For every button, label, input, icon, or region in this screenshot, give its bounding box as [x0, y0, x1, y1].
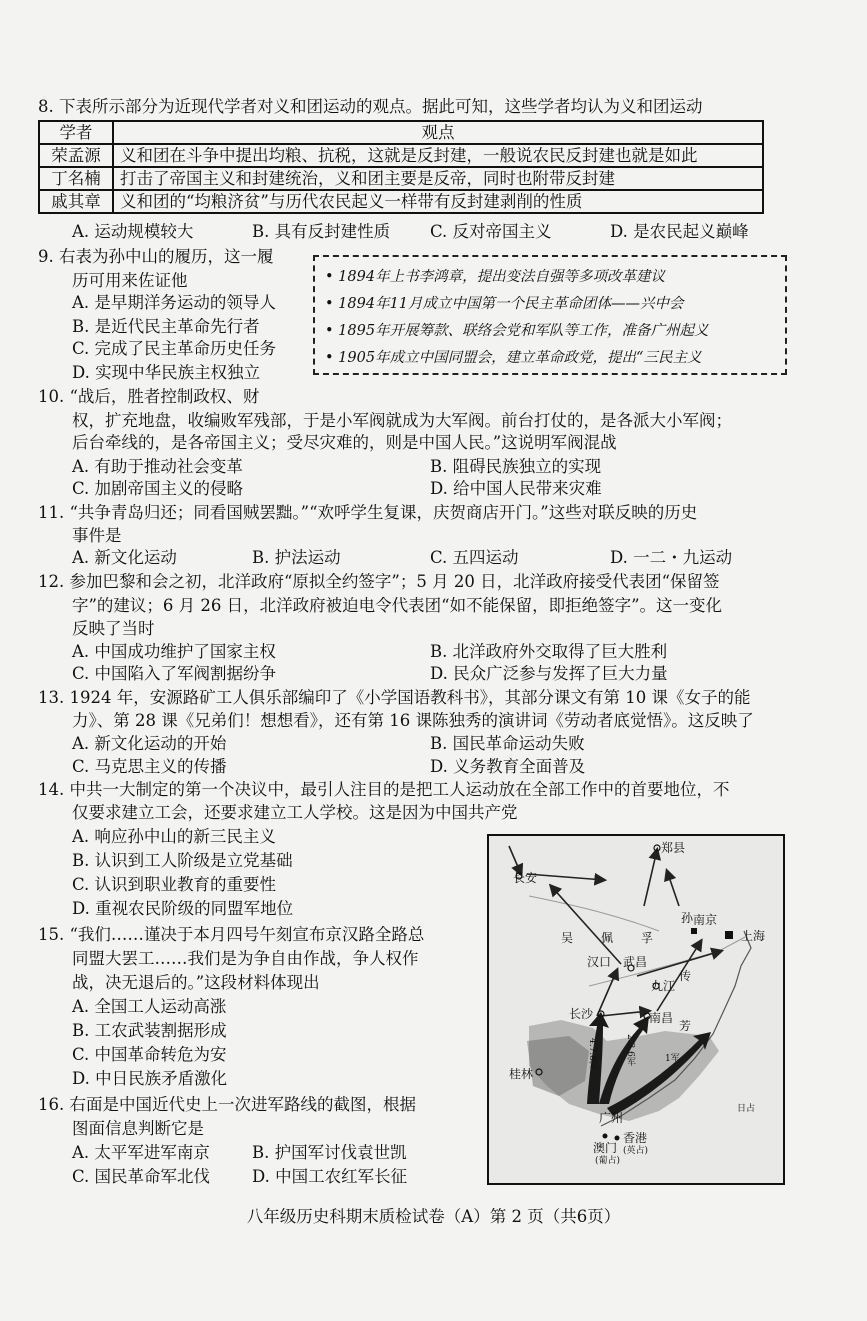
q15-stem-line: 战，决无退后的。”这段材料体现出	[72, 973, 320, 992]
q16-option-d: D. 中国工农红军长征	[252, 1167, 408, 1186]
q12-stem-line: 字”的建议；6 月 26 日，北洋政府被迫电令代表团“如不能保留，即拒绝签字”。这一变化	[72, 596, 723, 615]
resume-box	[313, 255, 787, 375]
q14-option-d: D. 重视农民阶级的同盟军地位	[72, 899, 294, 918]
map-label-arrow3: 1军	[665, 1054, 680, 1064]
q8-option-b: B. 具有反封建性质	[252, 222, 391, 241]
table-cell: 义和团的“均粮济贫”与历代农民起义一样带有反封建剥削的性质	[113, 190, 763, 213]
resume-item: • 1895年开展筹款、联络会党和军队等工作，准备广州起义	[325, 323, 709, 339]
q9-option-c: C. 完成了民主革命历史任务	[72, 339, 277, 358]
q11-option-c: C. 五四运动	[430, 548, 519, 567]
q16-stem-line: 图面信息判断它是	[72, 1119, 204, 1138]
table-header-cell: 观点	[113, 121, 763, 144]
q9-option-b: B. 是近代民主革命先行者	[72, 317, 260, 336]
map-label-guilin: 桂林	[509, 1067, 534, 1081]
q13-option-b: B. 国民革命运动失败	[430, 734, 585, 753]
map-label-fang: 芳	[679, 1019, 692, 1033]
q16-stem-line: 16. 右面是中国近代史上一次进军路线的截图，根据	[38, 1095, 416, 1114]
q11-option-b: B. 护法运动	[252, 548, 341, 567]
q15-option-c: C. 中国革命转危为安	[72, 1045, 227, 1064]
q11-stem-line: 事件是	[72, 526, 122, 545]
q11-option-d: D. 一二・九运动	[610, 548, 733, 567]
map-label-changan: 长安	[513, 871, 538, 885]
city-marker	[615, 1136, 620, 1141]
map-label-xianggang-note: (英占)	[623, 1146, 649, 1156]
map-label-fu: 孚	[641, 931, 654, 945]
table-header-cell: 学者	[39, 121, 113, 144]
map-route	[597, 970, 617, 1016]
q8-option-a: A. 运动规模较大	[72, 222, 194, 241]
q13-stem-line: 13. 1924 年，安源路矿工人俱乐部编印了《小学国语教科书》，其部分课文有第 10 课《女子的能	[38, 688, 751, 707]
q8-option-c: C. 反对帝国主义	[430, 222, 552, 241]
q12-stem-line: 反映了当时	[72, 619, 155, 638]
q10-stem-line: 权，扩充地盘，收编败军残部，于是小军阀就成为大军阀。前台打仗的，是各派大小军阀；	[72, 411, 732, 430]
map-label-xianggang: 香港	[623, 1131, 648, 1145]
northern-expedition-map	[487, 834, 785, 1185]
q10-option-a: A. 有助于推动社会变革	[72, 457, 243, 476]
q9-stem-line: 历可用来佐证他	[72, 271, 188, 290]
q13-stem-line: 力》、第 28 课《兄弟们！想想看》，还有第 16 课陈独秀的演讲词《劳动者底觉悟》。这反映了	[72, 711, 754, 730]
q16-option-c: C. 国民革命军北伐	[72, 1167, 211, 1186]
table-cell: 丁名楠	[39, 167, 113, 190]
q15-option-a: A. 全国工人运动高涨	[72, 997, 227, 1016]
q16-option-b: B. 护国军讨伐袁世凯	[252, 1143, 407, 1162]
q10-stem-line: 后台牵线的，是各帝国主义；受尽灾难的，则是中国人民。”这说明军阀混战	[72, 433, 617, 452]
q15-stem-line: 同盟大罢工……我们是为争自由作战，争人权作	[72, 949, 419, 968]
map-river	[529, 896, 659, 931]
map-label-arrow1: 4.7.8军	[587, 1038, 597, 1070]
q12-option-a: A. 中国成功维护了国家主权	[72, 642, 276, 661]
q10-option-c: C. 加剧帝国主义的侵略	[72, 479, 244, 498]
q11-option-a: A. 新文化运动	[72, 548, 177, 567]
q13-option-a: A. 新文化运动的开始	[72, 734, 227, 753]
q10-stem-line: 10. “战后，胜者控制政权、财	[38, 387, 260, 406]
table-cell: 戚其章	[39, 190, 113, 213]
q15-option-b: B. 工农武装割据形成	[72, 1021, 227, 1040]
map-label-ri: 日占	[737, 1104, 756, 1114]
map-route	[601, 1011, 649, 1016]
resume-item: • 1894年上书李鸿章，提出变法自强等多项改革建议	[325, 269, 666, 285]
map-label-guangzhou: 广州	[599, 1111, 624, 1125]
q14-stem-line: 14. 中共一大制定的第一个决议中，最引人注目的是把工人运动放在全部工作中的首要地位，不	[38, 780, 730, 799]
q11-stem-line: 11. “共争青岛归还；同看国贼罢黜。”“欢呼学生复课，庆贺商店开门。”这些对联反映的历史	[38, 503, 698, 522]
q8-stem: 8. 下表所示部分为近现代学者对义和团运动的观点。据此可知，这些学者均认为义和团运动	[38, 97, 703, 116]
page-footer: 八年级历史科期末质检试卷（A）第 2 页（共6页）	[246, 1207, 621, 1226]
map-label-chuan: 传	[679, 969, 692, 983]
table-row	[39, 144, 763, 167]
table-row	[39, 167, 763, 190]
resume-item: • 1905年成立中国同盟会，建立革命政党，提出“三民主义	[325, 350, 702, 366]
q9-option-a: A. 是早期洋务运动的领导人	[72, 293, 276, 312]
table-row	[39, 190, 763, 213]
map-label-wu: 吴	[561, 931, 574, 945]
q15-stem-line: 15. “我们……谨决于本月四号午刻宣布京汉路全路总	[38, 925, 425, 944]
map-label-changsha: 长沙	[569, 1007, 594, 1021]
city-marker	[603, 1134, 608, 1139]
table-cell: 荣孟源	[39, 144, 113, 167]
map-label-wuchang: 武昌	[623, 955, 648, 969]
map-route	[527, 874, 604, 880]
q14-stem-line: 仅要求建立工会，还要求建立工人学校。这是因为中国共产党	[72, 803, 518, 822]
map-label-aomen-note: (葡占)	[595, 1156, 621, 1166]
q13-option-c: C. 马克思主义的传播	[72, 757, 227, 776]
q8-table	[38, 120, 764, 214]
q8-option-d: D. 是农民起义巅峰	[610, 222, 749, 241]
map-label-shanghai: 上海	[741, 929, 766, 943]
q14-option-c: C. 认识到职业教育的重要性	[72, 875, 277, 894]
map-label-arrow2: 2.3.6军	[625, 1034, 635, 1066]
map-route	[551, 886, 621, 964]
q12-option-c: C. 中国陷入了军阀割据纷争	[72, 664, 277, 683]
q16-option-a: A. 太平军进军南京	[72, 1143, 210, 1162]
q12-option-b: B. 北洋政府外交取得了巨大胜利	[430, 642, 668, 661]
city-marker	[691, 928, 697, 934]
table-cell: 义和团在斗争中提出均粮、抗税，这就是反封建，一般说农民反封建也就是如此	[113, 144, 763, 167]
map-label-sun: 孙	[681, 911, 694, 925]
map-route	[644, 850, 657, 906]
map-label-zhengxian: 郑县	[661, 841, 686, 855]
map-label-aomen: 澳门	[593, 1141, 618, 1155]
table-header-row	[39, 121, 763, 144]
q9-option-d: D. 实现中华民族主权独立	[72, 363, 261, 382]
map-label-nanjing: 南京	[693, 913, 718, 927]
q10-option-b: B. 阻碍民族独立的实现	[430, 457, 602, 476]
map-label-nanchang: 南昌	[649, 1011, 674, 1025]
table-cell: 打击了帝国主义和封建统治，义和团主要是反帝，同时也附带反封建	[113, 167, 763, 190]
map-label-hankou: 汉口	[587, 955, 612, 969]
map-route	[509, 846, 521, 874]
q13-option-d: D. 义务教育全面普及	[430, 757, 586, 776]
q9-stem-line: 9. 右表为孙中山的履历，这一履	[38, 247, 274, 266]
q15-option-d: D. 中日民族矛盾激化	[72, 1069, 228, 1088]
map-route	[667, 871, 679, 906]
q12-option-d: D. 民众广泛参与发挥了巨大力量	[430, 664, 668, 683]
map-label-jiujiang: 九江	[651, 979, 676, 993]
q14-option-b: B. 认识到工人阶级是立党基础	[72, 851, 293, 870]
q14-option-a: A. 响应孙中山的新三民主义	[72, 827, 276, 846]
resume-item: • 1894年11月成立中国第一个民主革命团体——兴中会	[325, 296, 684, 312]
map-label-pei: 佩	[601, 931, 614, 945]
q10-option-d: D. 给中国人民带来灾难	[430, 479, 602, 498]
q12-stem-line: 12. 参加巴黎和会之初，北洋政府“原拟全约签字”；5 月 20 日，北洋政府接受代表团“保留签	[38, 572, 720, 591]
city-marker	[725, 931, 733, 939]
